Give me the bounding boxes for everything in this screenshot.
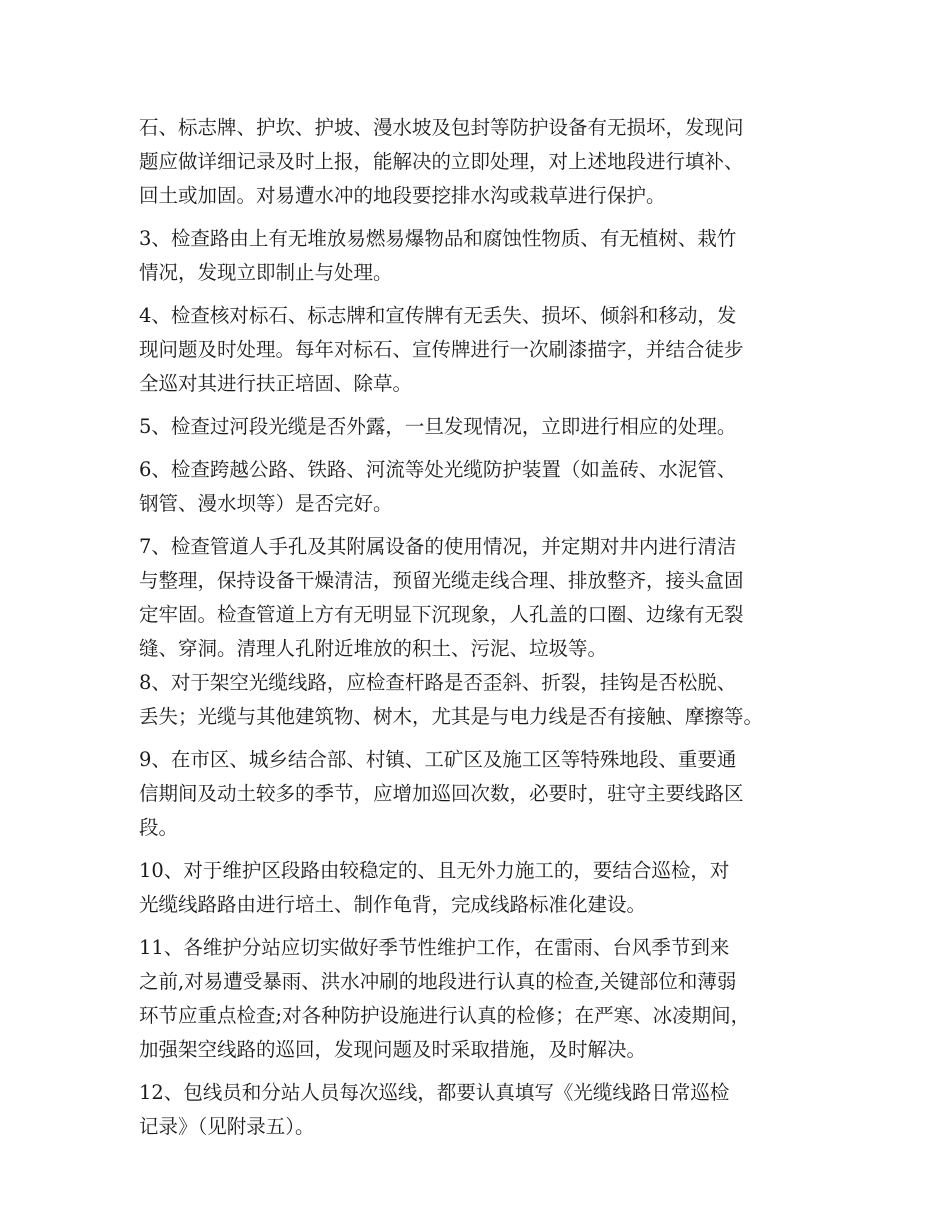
text-line-15: 缝、穿洞。清理人孔附近堆放的积土、污泥、垃圾等。	[139, 637, 608, 660]
text-line-12: 7、检查管道人手孔及其附属设备的使用情况，并定期对井内进行清洁	[139, 535, 737, 558]
text-line-3: 回土或加固。对易遭水冲的地段要挖排水沟或栽草进行保护。	[139, 184, 666, 207]
text-line-10: 6、检查跨越公路、铁路、河流等处光缆防护装置（如盖砖、水泥管、	[139, 458, 737, 481]
text-line-21: 10、对于维护区段路由较稳定的、且无外力施工的，要结合巡检，对	[139, 859, 730, 882]
text-line-22: 光缆线路路由进行培土、制作龟背，完成线路标准化建设。	[139, 893, 647, 916]
text-line-20: 段。	[139, 816, 179, 839]
text-line-19: 信期间及动土较多的季节，应增加巡回次数，必要时，驻守主要线路区	[139, 782, 744, 805]
text-line-23: 11、各维护分站应切实做好季节性维护工作，在雷雨、台风季节到来	[139, 936, 730, 959]
text-line-27: 12、包线员和分站人员每次巡线，都要认真填写《光缆线路日常巡检	[139, 1081, 730, 1104]
text-line-11: 钢管、漫水坝等）是否完好。	[139, 492, 393, 515]
text-line-6: 4、检查核对标石、标志牌和宣传牌有无丢失、损坏、倾斜和移动，发	[139, 304, 737, 327]
text-line-4: 3、检查路由上有无堆放易燃易爆物品和腐蚀性物质、有无植树、栽竹	[139, 227, 737, 250]
text-line-13: 与整理，保持设备干燥清洁，预留光缆走线合理、排放整齐，接头盒固	[139, 569, 744, 592]
text-line-9: 5、检查过河段光缆是否外露，一旦发现情况，立即进行相应的处理。	[139, 415, 737, 438]
text-line-5: 情况，发现立即制止与处理。	[139, 261, 393, 284]
text-line-26: 加强架空线路的巡回，发现问题及时采取措施，及时解决。	[139, 1038, 647, 1061]
text-line-17: 丢失；光缆与其他建筑物、树木，尤其是与电力线是否有接触、摩擦等。	[139, 705, 764, 728]
text-line-8: 全巡对其进行扶正培固、除草。	[139, 372, 413, 395]
text-line-28: 记录》（见附录五）。	[139, 1115, 315, 1138]
text-line-25: 环节应重点检查;对各种防护设施进行认真的检修；在严寒、冰凌期间，	[139, 1004, 751, 1027]
text-line-2: 题应做详细记录及时上报，能解决的立即处理，对上述地段进行填补、	[139, 150, 744, 173]
text-line-18: 9、在市区、城乡结合部、村镇、工矿区及施工区等特殊地段、重要通	[139, 748, 737, 771]
text-line-7: 现问题及时处理。每年对标石、宣传牌进行一次刷漆描字，并结合徒步	[139, 338, 744, 361]
text-line-1: 石、标志牌、护坎、护坡、漫水坡及包封等防护设备有无损坏，发现问	[139, 116, 744, 139]
text-line-16: 8、对于架空光缆线路，应检查杆路是否歪斜、折裂，挂钩是否松脱、	[139, 671, 737, 694]
text-line-14: 定牢固。检查管道上方有无明显下沉现象，人孔盖的口圈、边缘有无裂	[139, 603, 744, 626]
text-line-24: 之前,对易遭受暴雨、洪水冲刷的地段进行认真的检查,关键部位和薄弱	[139, 970, 737, 993]
